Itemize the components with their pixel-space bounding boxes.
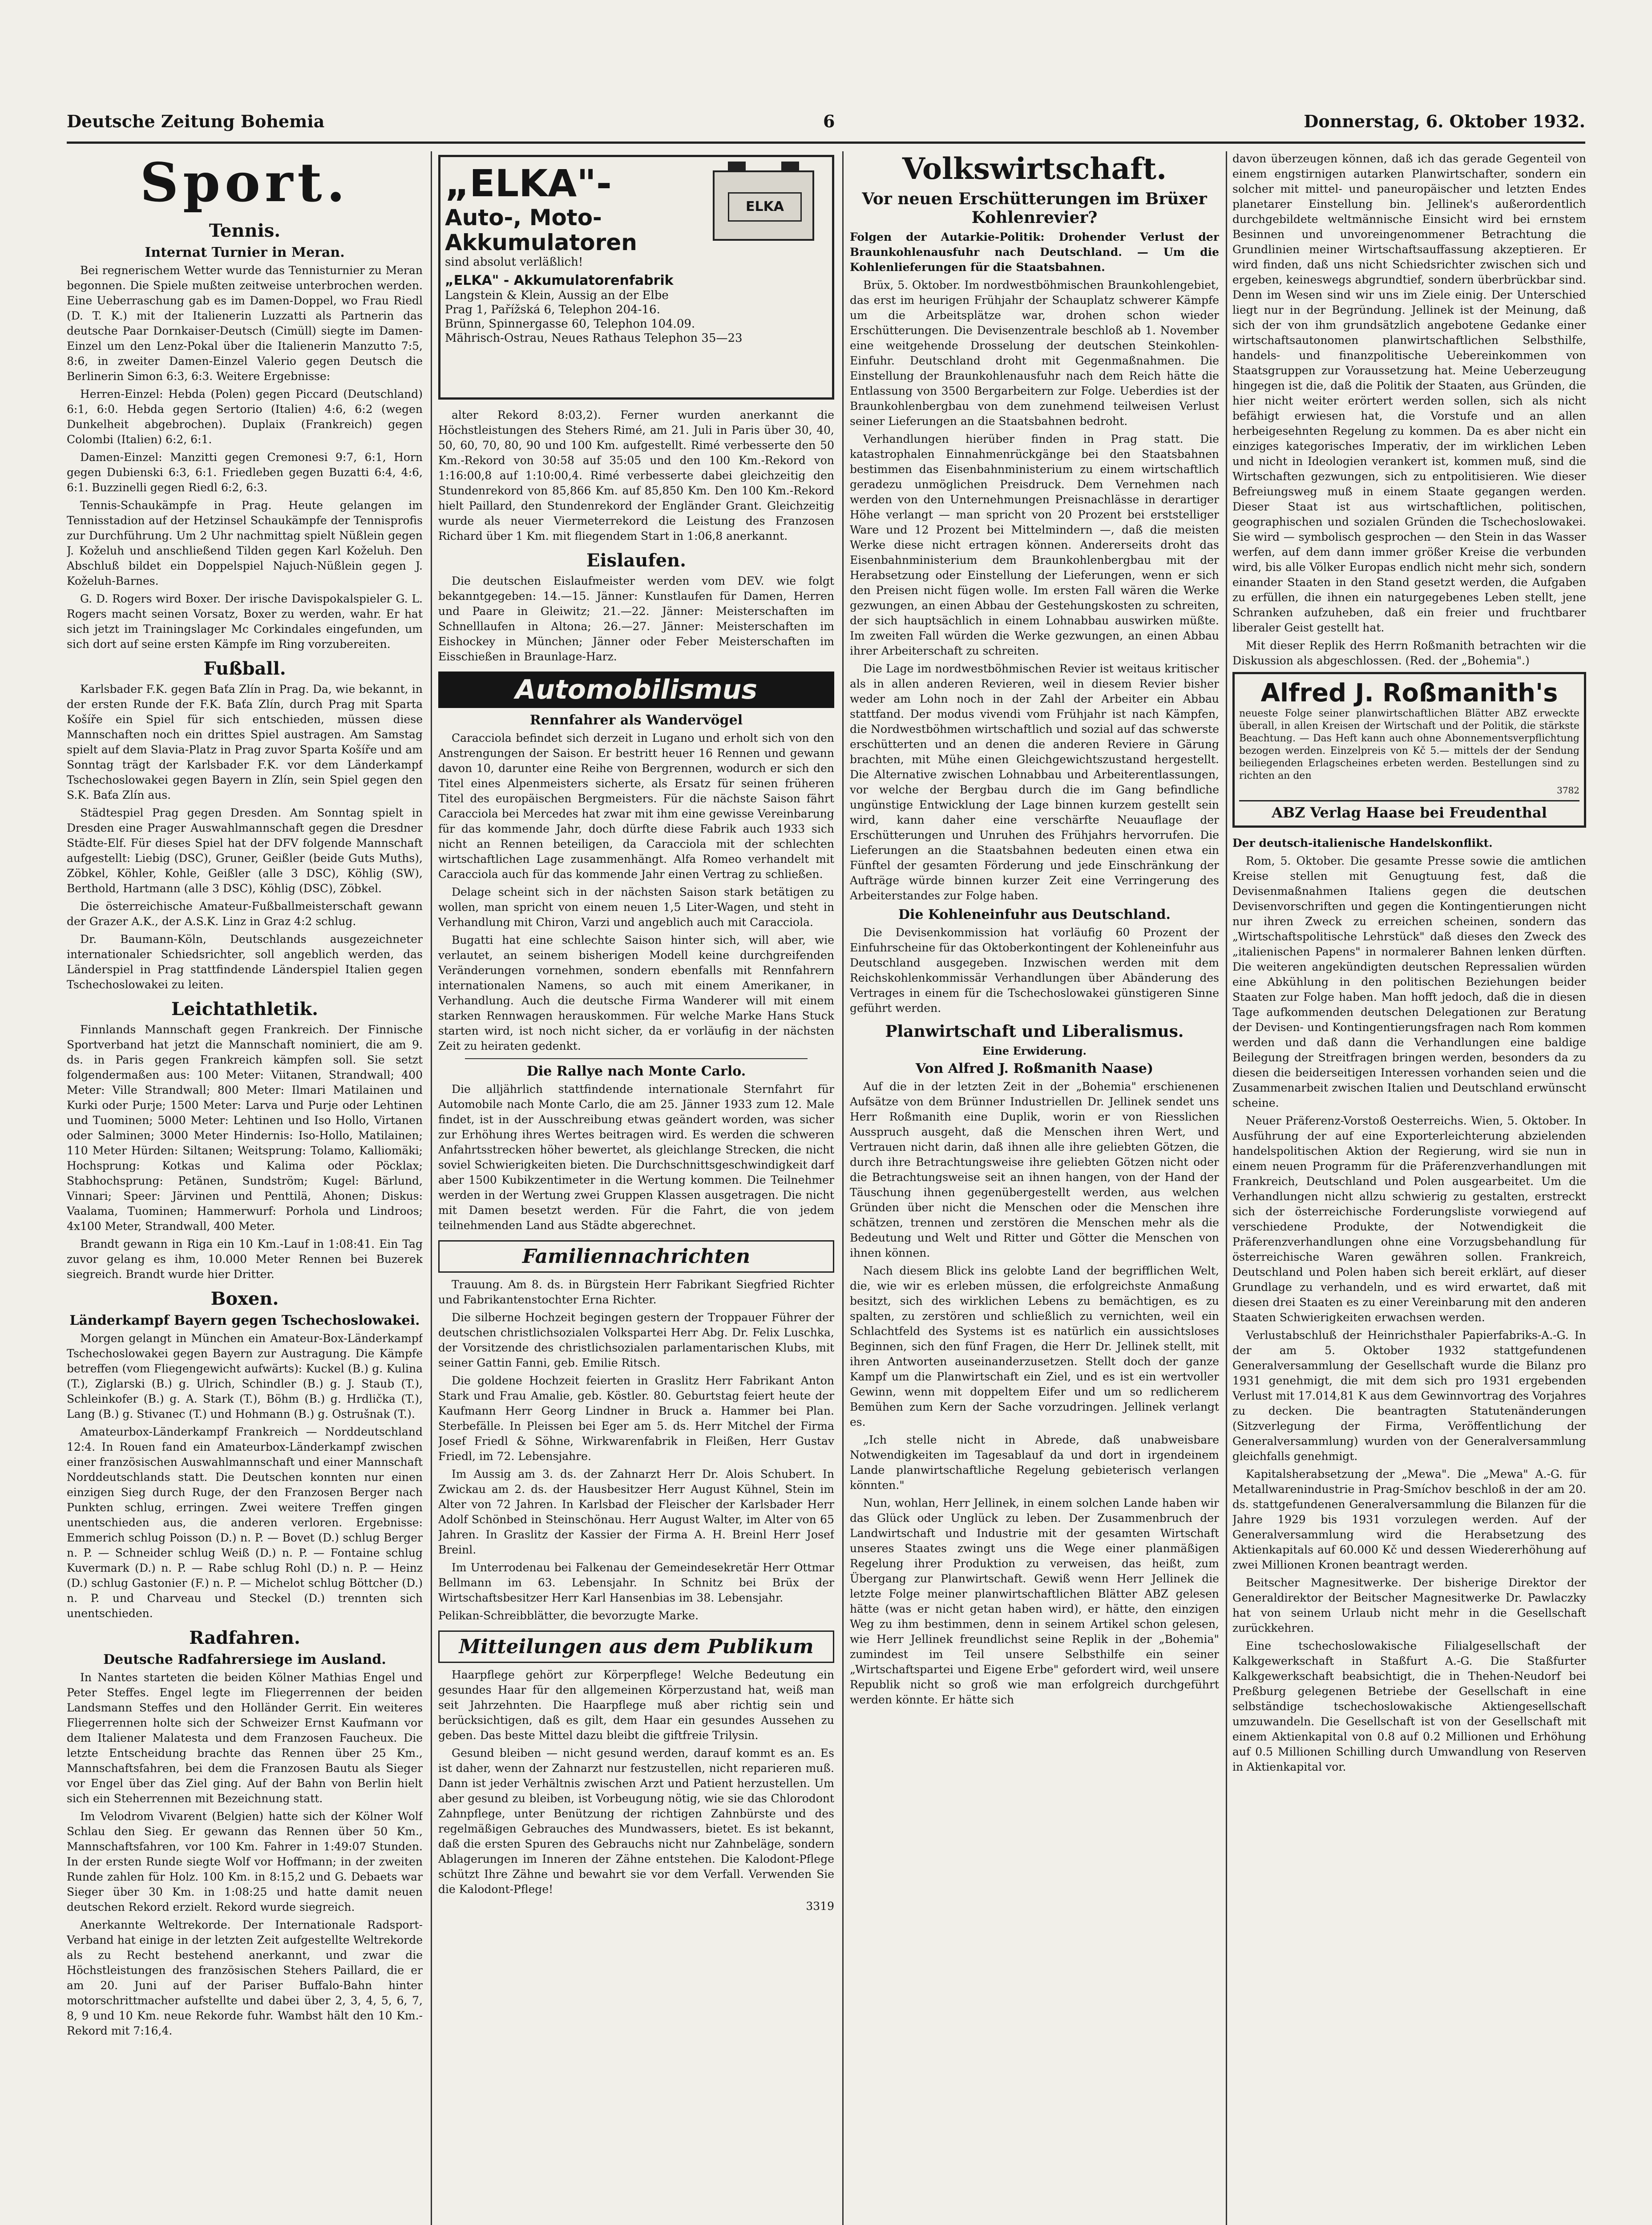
article-paragraph: Auf die in der letzten Zeit in der „Bohemia" erschienenen Aufsätze von dem Brünner Industriellen Dr. Jellinek sendet uns Herr Roßmanith eine Duplik, worin er von Riesslichen Ausspruch ausgeht, daß die Menschen ihren Wert, und Vertrauen nicht darin, daß ihnen alle ihre geliebten Götzen, die durch ihre Betrachtungsweise ihre geliebten Götzen nicht oder die Betrachtungsweise seit an ihnen hangen, von der Hand der Täuschung ihnen gegenübergestellt werden, aus welchen Gründen über nicht die Menschen oder die Menschen ihre schätzen, trennen und zerstören die Menschen mehr als die Bedeutung und Welt und Ritter und Götter die Menschen von ihnen können. [850,1080,1219,1259]
subheading-racers: Rennfahrer als Wandervögel [529,712,743,728]
ad-tagline: sind absolut verläßlich! [445,255,583,269]
article-paragraph: Finnlands Mannschaft gegen Frankreich. Der Finnische Sportverband hat jetzt die Mannschaft nominiert, die am 9. ds. in Paris gegen Frankreich kämpfen soll. Sie setzt folgendermaßen aus: 100 Meter: Viitanen, Strandwall; 400 Meter: Ville Strandwall; 800 Meter: Ilmari Matilainen und Kurki oder Purje; 1500 Meter: Larva und Purje oder Lehtinen und Tuominen; 5000 Meter: Lehtinen und Iso Hollo, Virtanen oder Salminen; 3000 Meter Hindernis: Iso-Hollo, Matilainen; 110 Meter Hürden: Siltanen; Weitsprung: Tolamo, Kalliomäki; Hochsprung: Kotkas und Kalima oder Pöcklax; Stabhochsprung: Petänen, Sundström; Kugel: Bärlund, Vinnari; Speer: Järvinen und Penttilä, Ahonen; Diskus: Vaalama, Tuominen; Hammerwurf: Porhola und Lindroos; 4x100 Meter, Strandwall, 400 Meter. [67,1023,423,1233]
article-paragraph: Amateurbox-Länderkampf Frankreich — Norddeutschland 12:4. In Rouen fand ein Amateurbox-Länderkampf zwischen einer französischen Auswahlmannschaft und einer Mannschaft Norddeutschlands statt. Die Deutschen konnten nur einen einzigen Sieg durch Ruge, der den Franzosen Berger nach Punkten schlug, erringen. Zwei weitere Treffen gingen unentschieden aus, die anderen verloren. Ergebnisse: Emmerich schlug Poisson (D.) n. P. — Bovet (D.) schlug Berger n. P. — Schneider schlug Weiß (D.) n. P. — Fontaine schlug Kuvermark (D.) n. P. — Rabe schlug Rohl (D.) n. P. — Heinz (D.) schlug Gastonier (F.) n. P. — Michelot schlug Böttcher (D.) n. P. und Charveau und Steckel (D.) trennten sich unentschieden. [67,1425,423,1620]
article-paragraph: Die Devisenkommission hat vorläufig 60 Prozent der Einfuhrscheine für das Oktoberkontingent der Kohleneinfuhr aus Deutschland ausgegeben. Inzwischen werden mit dem Reichskohlenkommissär Verhandlungen über Abänderung des Vertrages in einem für die Tschechoslowakei günstigeren Sinne geführt werden. [850,926,1219,1015]
article-paragraph: Die alljährlich stattfindende internationale Sternfahrt für Automobile nach Monte Carlo, die am 25. Jänner 1933 zum 12. Male findet, ist in der Ausschreibung etwas geändert worden, was sicher zur Erhöhung ihres Wertes beitragen wird. Es werden die schweren Anfahrtsstrecken höher bewertet, als gleichlange Strecken, die nicht soviel Schwierigkeiten bieten. Die Durchschnittsgeschwindigkeit darf aber 1500 Kubikzentimeter in die Wertung kommen. Die Teilnehmer werden in der Wertung zwei Gruppen Klassen ausgetragen. Die nicht mit Damen besetzt werden. Für die Fahrt, die von jedem teilnehmenden Land aus Städte abgerechnet. [438,1083,834,1232]
article-paragraph: Die Lage im nordwestböhmischen Revier ist weitaus kritischer als in allen anderen Revieren, weil in diesem Revier bisher weder am Lohn noch in der Zahl der Arbeiter ein Abbau stattfand. Der modus vivendi vom Frühjahr ist nach Kämpfen, die Nordwestböhmen wirtschaftlich und sozial auf das schwerste erschütterten und an denen die anderen Reviere in Gärung brachten, mit Mühe einen Gleichgewichtszustand hergestellt. Die Alternative zwischen Lohnabbau und Arbeiterentlassungen, vor welche der Bergbau durch die im Gang befindliche ungünstige Entwicklung der Lage binnen kurzem gestellt sein wird, kann daher eine verschärfte Neuauflage der Erschütterungen und Unruhen des Frühjahrs hervorrufen. Die Lieferungen an die Staatsbahnen bedeuten einen etwa ein Fünftel der gesamten Förderung und jede Einschränkung der Aufträge würde binnen kurzer Zeit eine Verringerung des Arbeiterstandes zur Folge haben. [850,662,1219,902]
issue-date: Donnerstag, 6. Oktober 1932. [1304,111,1585,131]
article-paragraph: Morgen gelangt in München ein Amateur-Box-Länderkampf Tschechoslowakei gegen Bayern zur Austragung. Die Kämpfe betreffen (vom Fliegengewicht aufwärts): Kuckel (B.) g. Kulina (T.), Ziglarski (B.) g. Ulrich, Schindler (B.) g. J. Staub (T.), Schleinkofer (B.) g. A. Stark (T.), Böhm (B.) g. Hrdlička (T.), Lang (B.) g. Stivanec (T.) und Hohmann (B.) g. Ostrušnak (T.). [67,1332,423,1420]
heading-athletics: Leichtathletik. [171,999,319,1019]
article-paragraph: Bei regnerischem Wetter wurde das Tennisturnier zu Meran begonnen. Die Spiele mußten zeitweise unterbrochen werden. Eine Ueberraschung gab es im Damen-Doppel, wo Frau Riedl (D. T. K.) mit der Italienerin Luzzatti als Partnerin das deutsche Paar Dornkaiser-Deutsch (Cimüll) siegte im Damen-Einzel um den Lenz-Pokal über die Italienerin Manzutto 7:5, 8:6, in zweiter Damen-Einzel Valerio gegen Deutsch die Berlinerin Simon 6:3, 6:3. Weitere Ergebnisse: [67,264,423,383]
article-paragraph: Brandt gewann in Riga ein 10 Km.-Lauf in 1:08:41. Ein Tag zuvor gelang es ihm, 10.000 Meter Rennen bei Buzerek siegreich. Brandt wurde hier Dritter. [67,1238,423,1281]
ad-product-line: Akkumulatoren [445,230,637,255]
subheading-brux: Vor neuen Erschütterungen im Brüxer Kohlenrevier? [862,190,1207,227]
paper-name: Deutsche Zeitung Bohemia [67,111,325,131]
heading-cycling: Radfahren. [189,1627,300,1648]
subheading-rallye: Die Rallye nach Monte Carlo. [526,1064,746,1079]
family-note: Pelikan-Schreibblätter, die bevorzugte Marke. [438,1609,699,1622]
heading-planwirtschaft: Planwirtschaft und Liberalismus. [885,1022,1184,1041]
subheading-coal-import: Die Kohleneinfuhr aus Deutschland. [898,907,1171,922]
article-paragraph: Verlustabschluß der Heinrichsthaler Papierfabriks-A.-G. In der am 5. Oktober 1932 stattgefundenen Generalversammlung der Gesellschaft wurde die Bilanz pro 1931 genehmigt, die mit dem sich pro 1931 ergebenden Verlust mit 17.014,81 K aus dem Gewinnvortrag des Vorjahres zu decken. Die beantragten Statutenänderungen (Sitzverlegung der Firma, Veröffentlichung der Generalversammlung) wurden von der Generalversammlung gleichfalls genehmigt. [1232,1329,1586,1463]
article-paragraph: Kapitalsherabsetzung der „Mewa". Die „Mewa" A.-G. für Metallwarenindustrie in Prag-Smíchov beschloß in der am 20. ds. stattgefundenen Generalversammlung die Bilanzen für die Jahre 1929 bis 1931 vorzulegen werden. Auf der Generalversammlung wird die Herabsetzung des Aktienkapitals auf 60.000 Kč und dessen Wiedererhöhung auf zwei Millionen Kronen beantragt werden. [1232,1468,1586,1571]
heading-ice-skating: Eislaufen. [586,550,687,571]
heading-football: Fußball. [203,658,286,679]
article-paragraph: Die österreichische Amateur-Fußballmeisterschaft gewann der Grazer A.K., der A.S.K. Linz in Graz 4:2 schlug. [67,900,423,928]
section-title-sport: Sport. [140,151,350,214]
article-paragraph: Im Unterrodenau bei Falkenau der Gemeindesekretär Herr Ottmar Bellmann im 63. Lebensjahr. In Schnitz bei Brüx der Wirtschaftsbesitzer Herr Karl Hansenbias im 38. Lebensjahr. [438,1561,834,1604]
article-paragraph: Caracciola befindet sich derzeit in Lugano und erholt sich von den Anstrengungen der Saison. Er bestritt heuer 16 Rennen und gewann davon 10, darunter eine Reihe von Bergrennen, wodurch er sich den Titel eines Alpenmeisters sicherte, als Ersatz für seinen früheren Titel des europäischen Bergmeisters. Für die nächste Saison fährt Caracciola bei Mercedes hat zwar mit ihm eine gewisse Vereinbarung für das kommende Jahr, doch dürfte diese Fabrik auch 1933 sich nicht an Rennen beteiligen, da Caracciola mit der schlechten wirtschaftlichen Lage zusammenhängt. Alfa Romeo verhandelt mit Caracciola auch für das kommende Jahr einen Vertrag zu schließen. [438,732,834,881]
battery-icon [713,170,814,241]
ad-address: Langstein & Klein, Aussig an der Elbe [445,289,669,302]
ad-address: Mährisch-Ostrau, Neues Rathaus Telephon 35—23 [445,332,743,345]
article-paragraph: Herren-Einzel: Hebda (Polen) gegen Piccard (Deutschland) 6:1, 6:0. Hebda gegen Sertorio (Italien) 4:6, 6:2 (wegen Dunkelheit abgebrochen). Duplaix (Frankreich) gegen Colombi (Italien) 6:2, 6:1. [67,388,423,446]
ad-name: Alfred J. Roßmanith's [1260,679,1558,708]
ad-product-line: Auto-, Moto- [445,205,602,231]
ad-brand: „ELKA"- [445,162,612,205]
article-paragraph: Nach diesem Blick ins gelobte Land der begrifflichen Welt, die, wie wir es erleben müssen, die erfolgreichste Anmaßung besitzt, sich des wirklichen Lebens zu bemächtigen, es zu spalten, zu zerstören und schließlich zu vernichten, weil ein Schlachtfeld des Systems ist es natürlich ein aussichtsloses Beginnen, sich den fünf Fragen, die Herr Dr. Jellinek stellt, mit ihren Antworten auseinanderzusetzen. Stellt doch der ganze Kampf um die Planwirtschaft ein Ziel, und es ist ein wertvoller Gewinn, wenn mit doppeltem Eifer und um so redlicherem Bemühen zum Kern der Sache vorzudringen. Jellinek verlangt es. [850,1264,1219,1428]
article-paragraph: Beitscher Magnesitwerke. Der bisherige Direktor der Generaldirektor der Beitscher Magnesitwerke Dr. Pawlaczky hat von seinem Urlaub nicht mehr in die Gesellschaft zurückkehren. [1232,1576,1586,1634]
article-paragraph: „Ich stelle nicht in Abrede, daß unabweisbare Notwendigkeiten im Tagesablauf da und dort in irgendeinem Lande planwirtschaftliche Regelung gebieterisch verlangen könnten." [850,1433,1219,1492]
advertisement-rossmanith [1232,672,1586,828]
masthead [67,111,1585,138]
article-paragraph: In Nantes starteten die beiden Kölner Mathias Engel und Peter Steffes. Engel legte im Fliegerrennen der beiden Landsmann Steffes und den Holländer Gerrit. Ein weiteres Fliegerrennen holte sich der Schweizer Ernst Kaufmann vor dem Italiener Malatesta und dem Franzosen Faucheux. Die letzte Entscheidung brachte das Rennen über 25 Km., Mannschaftsfahren, bei dem die Franzosen Bautu als Sieger vor Engel über das Ziel ging. Auf der Bahn von Berlin hielt sich ein Steherrennen mit Bezeichnung statt. [67,1671,423,1805]
article-paragraph: Nun, wohlan, Herr Jellinek, in einem solchen Lande haben wir das Glück oder Unglück zu leben. Der Zusammenbruch der Landwirtschaft und Industrie mit der gesamten Wirtschaft unseres Staates zwingt uns die Wege einer planmäßigen Regelung ihrer Produktion zu verweisen, das heißt, zum Übergang zur Planwirtschaft. Gewiß wenn Herr Jellinek die letzte Folge meiner planwirtschaftlichen Blätter ABZ gelesen hätte (was er nicht getan haben wird), er hätte, den einzigen Weg zu ihm bestimmen, denn in seinem Artikel schon gelesen, wie Herr Jellinek freundlichst seine Replik in der „Bohemia" zumindest im Teil unsere Selbsthilfe ein seiner „Wirtschaftspartei und Eigene Erbe" gefordert wird, weil unsere Republik nicht so groß wie man erfolgreich durchgeführt werden könnte. Er hätte sich [850,1497,1219,1706]
article-paragraph: Mit dieser Replik des Herrn Roßmanith betrachten wir die Diskussion als abgeschlossen. (Red. der „Bohemia".) [1232,639,1586,667]
article-paragraph: Brüx, 5. Oktober. Im nordwestböhmischen Braunkohlengebiet, das erst im heurigen Frühjahr der Schauplatz schwerer Kämpfe um die Arbeitsplätze war, drohen schon wieder Erschütterungen. Die Devisenzentrale beschloß ab 1. November eine weitgehende Drosselung der deutschen Steinkohlen-Einfuhr. Deutschland droht mit Gegenmaßnahmen. Die Einstellung der Braunkohlenausfuhr nach dem Reich hätte die Entlassung von 3500 Bergarbeitern zur Folge. Ueberdies ist der Braunkohlenbergbau von dem zunehmend teilweisen Verlust seiner Lieferungen an die Staatsbahnen bedroht. [850,279,1219,428]
article-paragraph: Gesund bleiben — nicht gesund werden, darauf kommt es an. Es ist daher, wenn der Zahnarzt nur festzustellen, nicht reparieren muß. Dann ist jeder Verhältnis zwischen Arzt und Patient herzustellen. Um aber gesund zu bleiben, ist Vorbeugung nötig, wie sie das Chlorodont Zahnpflege, unter Benützung der richtigen Zahnbürste und des regelmäßigen Gebrauches des Mundwassers, bietet. Es ist bekannt, daß die ersten Spuren des Gebrauchs nicht nur Zahnbeläge, sondern Ablagerungen im Inneren der Zähne entstehen. Die Kalodont-Pflege schützt Ihre Zähne und bewahrt sie vor dem Verfall. Verwenden Sie die Kalodont-Pflege! [438,1747,834,1896]
article-paragraph: Neuer Präferenz-Vorstoß Oesterreichs. Wien, 5. Oktober. In Ausführung der auf eine Exporterleichterung abzielenden handelspolitischen Aktion der Regierung, wird sie nun in einem neuen Programm für die Präferenzverhandlungen mit Frankreich, Deutschland und Polen ausgearbeitet. Um die Verhandlungen nicht allzu schwierig zu gestalten, erstreckt sich der österreichische Forderungsliste vorwiegend auf verschiedene Produkte, der Notwendigkeit die Präferenzverhandlungen ohne eine Vorzugsbehandlung für österreichische Waren gewähren sollen. Frankreich, Deutschland und Polen haben sich bereit erklärt, auf dieser Grundlage zu verhandeln, und es wird erwartet, daß mit diesen drei Staaten es zu einer Vereinbarung mit den anderen Staaten Schwierigkeiten erwachsen werden. [1232,1114,1586,1324]
article-paragraph: Die deutschen Eislaufmeister werden vom DEV. wie folgt bekanntgegeben: 14.—15. Jänner: Kunstlaufen für Damen, Herren und Paare in Gleiwitz; 21.—22. Jänner: Meisterschaften im Schnelllaufen in Altona; 26.—27. Jänner: Meisterschaften im Eishockey in München; Jänner oder Feber Meisterschaften im Eisschießen in Braunlage-Harz. [438,574,834,663]
article-paragraph: Rom, 5. Oktober. Die gesamte Presse sowie die amtlichen Kreise stellen mit Genugtuung fest, daß die Devisenmaßnahmen Italiens gegen die deutschen Devisenvorschriften und gegen die Kontingentierungen nicht nur ihren Zweck zu erreichen scheinen, sondern das „Wirtschaftspolitische Lehrstück" daß dieses den Zweck des „italienischen Papens" in normalerer Bahnen lenken dürften. Die weiteren angekündigten deutschen Repressalien würden eine Abkühlung in den politischen Beziehungen beider Staaten zur Folge haben. Man hofft jedoch, daß die in diesen Tage aufkommenden deutschen Delegationen zur Beratung der Devisen- und Kontingentierungsfragen nach Rom kommen werden und daß dann die Verhandlungen eine baldige Beilegung der Streitfragen bringen werden, besonders da zu diesen die beiderseitigen Interessen vorhanden seien und die Zusammenarbeit zwischen Italien und Deutschland erwünscht scheine. [1232,854,1586,1109]
column-four [1232,151,1586,2225]
column-rule [842,151,844,2225]
subheading-reply: Eine Erwiderung. [982,1044,1087,1057]
article-paragraph: Damen-Einzel: Manzitti gegen Cremonesi 9:7, 6:1, Horn gegen Dubienski 6:3, 6:1. Friedleben gegen Buzatti 6:4, 4:6, 6:1. Buzzinelli gegen Riedl 6:2, 6:3. [67,451,423,494]
divider [465,1058,808,1059]
section-title-economy: Volkswirtschaft. [902,151,1167,186]
article-paragraph: G. D. Rogers wird Boxer. Der irische Davispokalspieler G. L. Rogers macht seinen Vorsatz, Boxer zu werden, wahr. Er hat sich jetzt im Trainingslager Mc Corkindales eingefunden, um sich dort auf seine ersten Kämpfe im Ring vorzubereiten. [67,592,423,651]
article-paragraph: Die silberne Hochzeit begingen gestern der Troppauer Führer der deutschen christlichsozialen Volkspartei Herr Abg. Dr. Felix Luschka, der Vorsitzende des christlichsozialen parlamentarischen Klubs, mit seiner Gattin Fanni, geb. Emilie Ritsch. [438,1311,834,1369]
heading-public-notices: Mitteilungen aus dem Publikum [438,1630,834,1663]
article-paragraph: Anerkannte Weltrekorde. Der Internationale Radsport-Verband hat einige in der letzten Zeit aufgestellte Weltrekorde als zu Recht bestehend anerkannt, und zwar die Höchstleistungen des französischen Stehers Paillard, die er am 20. Juni auf der Pariser Buffalo-Bahn hinter motorschrittmacher aufstellte und dabei über 2, 3, 4, 5, 6, 7, 8, 9 und 10 Km. neue Rekorde fuhr. Wambst hält den 10 Km.-Rekord mit 7:16,4. [67,1918,423,2037]
article-paragraph: Städtespiel Prag gegen Dresden. Am Sonntag spielt in Dresden eine Prager Auswahlmannschaft gegen die Dresdner Städte-Elf. Für dieses Spiel hat der DFV folgende Mannschaft aufgestellt: Liebig (DSC), Gruner, Geißler (beide Guts Muths), Zöbkel, Köhler, Kohle, Geißler (alle 3 DSC), Köhlig (SW), Berthold, Hartmann (alle 3 DSC), Köhlig (DSC), Zöbkel. [67,806,423,895]
heading-trade-conflict: Der deutsch-italienische Handelskonflikt. [1232,837,1493,850]
subheading-meran: Internat Turnier in Meran. [145,245,345,260]
article-paragraph: alter Rekord 8:03,2). Ferner wurden anerkannt die Höchstleistungen des Stehers Rimé, am 21. Juli in Paris über 30, 40, 50, 60, 70, 80, 90 und 100 Km. aufgestellt. Rimé verbesserte den 50 Km.-Rekord von 30:58 auf 35:05 und den 100 Km.-Rekord von 1:16:00,8 auf 1:10:00,4. Rimé verbesserte dabei gleichzeitig den Stundenrekord von 85,866 Km. auf 85,850 Km. Den 100 Km.-Rekord hielt Paillard, den Stundenrekord der Engländer Grant. Gleichzeitig wurde als neuer Viermeterrekord die Leistung des Franzosen Richard über 1 Km. mit fliegendem Start in 1:06,8 anerkannt. [438,409,834,542]
article-paragraph: davon überzeugen können, daß ich das gerade Gegenteil von einem engstirnigen autarken Planwirtschafter, sondern ein solcher mit mittel- und paneuropäischer und letzten Endes planetarer Einstellung bin. Jellinek's außerordentlich durchgebildete weltmännische Einsicht wird bei ernstem Besinnen und unvoreingenommener Betrachtung die Grundlinien meiner Wirtschaftsauffassung akzeptieren. Er wird finden, daß uns nicht Schiedsrichter zwischen sich und ergeben, keineswegs abgrundtief, sondern überbrückbar sind. Denn im Wesen sind wir uns im Ziele einig. Der Unterschied liegt nur in der Begründung. Jellinek ist der Meinung, daß sich der von ihm grundsätzlich angebotene Gedanke einer wirtschaftsautonomen planwirtschaftlichen Selbsthilfe, handels- und finanzpolitische Uebereinkommen von Staatsgruppen zur Voraussetzung hat. Meine Ueberzeugung hingegen ist die, daß die Politik der Staaten, aus Gründen, die hier nicht weiter erörtert werden sollen, sich als nicht befähigt erwiesen hat, die Vorstufe und an allen herbeigesehnten Regelung zu kommen. Da es aber nicht ein einziges kategorisches Imperativ, der im wirklichen Leben und nicht in Ideologien verankert ist, kommen muß, sind die Wirtschaften gezwungen, sich zu entpolitisieren. Wie dieser Befreiungsweg muß in einem Staate gegangen werden. Dieser Staat ist aus wirtschaftlichen, politischen, geographischen und sozialen Gründen die Tschechoslowakei. Sie wird — symbolisch gesprochen — den Stein in das Wasser werfen, auf dem dann immer größer Kreise die verbunden wird, bis alle Völker Europas endlich nicht mehr sich, sondern einander Staaten in den Stand gesetzt werden, die Aufgaben zu erfüllen, die ihnen ein naturgegebenes Leben stellt, jene Schranken aufzuheben, daß ein freier und fruchtbarer liberaler Geist gestellt hat. [1232,152,1586,634]
article-paragraph: Eine tschechoslowakische Filialgesellschaft der Kalkgewerkschaft in Staßfurt A.-G. Die Staßfurter Kalkgewerkschaft beabsichtigt, die in Thehen-Neudorf bei Preßburg gelegenen Betriebe der Gesellschaft in eine selbständige tschechoslowakische Aktiengesellschaft umzuwandeln. Die Gesellschaft ist von der Gesellschaft mit einem Aktienkapital von 0.8 auf 0.2 Millionen und Erhöhung auf 0.5 Millionen Schilling durch Umwandlung von Reserven in Aktienkapital vor. [1232,1639,1586,1773]
battery-label: ELKA [728,192,802,222]
banner-automobilismus: Automobilismus [438,672,834,708]
article-paragraph: Trauung. Am 8. ds. in Bürgstein Herr Fabrikant Siegfried Richter und Fabrikantenstochter Erna Richter. [438,1278,834,1306]
heading-tennis: Tennis. [209,220,281,241]
ad-code: 3782 [1557,785,1579,796]
article-paragraph: Karlsbader F.K. gegen Baťa Zlín in Prag. Da, wie bekannt, in der ersten Runde der F.K. Baťa Zlín, durch Prag mit Sparta Košíře ein Spiel für sich entschieden, müssen diese Mannschaften noch ein drittes Spiel austragen. Am Samstag spielt auf dem Slavia-Platz in Prag zuvor Sparta Košíře und am Sonntag trägt der Karlsbader F.K. vor dem Länderkampf Tschechoslowakei gegen Bayern in Zlín, sein Spiel gegen den S.K. Baťa Zlín aus. [67,683,423,801]
article-paragraph: Haarpflege gehört zur Körperpflege! Welche Bedeutung ein gesundes Haar für den allgemeinen Körperzustand hat, weiß man seit Jahrzehnten. Die Haarpflege muß aber richtig sein und berücksichtigen, daß es gilt, dem Haar ein gesundes Aussehen zu geben. Das beste Mittel dazu bleibt die giftfreie Trilysin. [438,1668,834,1742]
article-paragraph: Tennis-Schaukämpfe in Prag. Heute gelangen im Tennisstadion auf der Hetzinsel Schaukämpfe der Tennisprofis zur Durchführung. Um 2 Uhr nachmittag spielt Nüßlein gegen J. Koželuh und anschließend Tilden gegen Karl Koželuh. Den Abschluß bildet ein Doppelspiel Najuch-Nüßlein gegen J. Koželuh-Barnes. [67,499,423,587]
column-rule [1226,151,1227,2225]
heading-family-news: Familiennachrichten [438,1240,834,1273]
masthead-rule [67,142,1585,144]
ad-company: „ELKA" - Akkumulatorenfabrik [445,273,674,288]
article-paragraph: Delage scheint sich in der nächsten Saison stark betätigen zu wollen, man spricht von einem neuen 1,5 Liter-Wagen, und steht in Verhandlung mit Chiron, Varzi und angeblich auch mit Caracciola. [438,886,834,929]
ad-address: Prag 1, Pařížská 6, Telephon 204-16. [445,303,660,316]
article-paragraph: Dr. Baumann-Köln, Deutschlands ausgezeichneter internationaler Schiedsrichter, soll angeblich werden, das Länderspiel in Prag stattfindende Länderspiel Italien gegen Tschechoslowakei zu leiten. [67,933,423,991]
ad-code: 3319 [806,1900,834,1913]
advertisement-elka [438,155,834,400]
column-three [850,151,1219,2225]
column-two [438,151,834,2225]
column-sport [67,151,423,2225]
subheading-cycling: Deutsche Radfahrersiege im Ausland. [103,1652,386,1667]
article-paragraph: Verhandlungen hierüber finden in Prag statt. Die katastrophalen Einnahmenrückgänge bei den Staatsbahnen bestimmen das Eisenbahnministerium zu einem wirtschaftlich geradezu unmöglichen Preisdruck. Dem Vernehmen nach werden von den Unternehmungen Preisnachlässe in derartiger Höhe verlangt — man spricht von 20 Prozent bei erststelliger Ware und 12 Prozent bei Mittelmindern —, daß die meisten Werke diese nicht ertragen können. Andererseits droht das Eisenbahnministerium dem Braunkohlenbergbau mit der Herabsetzung oder Einstellung der Lieferungen, wenn er sich den Preisen nicht fügen wolle. Im ersten Fall wären die Werke gezwungen, an einen Abbau der Gestehungskosten zu schreiten, der sich hauptsächlich in einem Lohnabbau auswirken müßte. Im zweiten Fall würden die Werke gezwungen, an einen Abbau ihrer Arbeiterschaft zu schreiten. [850,433,1219,657]
article-paragraph: Im Aussig am 3. ds. der Zahnarzt Herr Dr. Alois Schubert. In Zwickau am 2. ds. der Hausbesitzer Herr August Kühnel, Stein im Alter von 72 Jahren. In Karlsbad der Fleischer der Karlsbader Herr Adolf Schönbed in Steinschönau. Herr August Walter, im Alter von 65 Jahren. In Graslitz der Kassier der Firma A. H. Breinl Herr Josef Breinl. [438,1468,834,1556]
ad-publisher: ABZ Verlag Haase bei Freudenthal [1239,800,1579,821]
page-number: 6 [823,111,835,131]
article-paragraph: Im Velodrom Vivarent (Belgien) hatte sich der Kölner Wolf Schlau den Sieg. Er gewann das Rennen über 50 Km., Mannschaftsfahren, vor 100 Km. Fahrer in 1:49:07 Stunden. In der ersten Runde siegte Wolf vor Hoffmann; in der zweiten Runde zahlen für Holz. 100 Km. in 8:15,2 und G. Debaets war Sieger über 30 Km. in 1:08:25 und hatte damit neuen deutschen Rekord erzielt. Rekord wurde siegreich. [67,1810,423,1914]
subheading-boxing: Länderkampf Bayern gegen Tschechoslowakei. [69,1313,420,1328]
heading-boxing: Boxen. [210,1288,279,1309]
ad-address: Brünn, Spinnergasse 60, Telephon 104.09. [445,317,695,331]
ad-text: neueste Folge seiner planwirtschaftlichen Blätter ABZ erweckte überall, in allen Kreisen der Wirtschaft und der Politik, die stärkste Beachtung. — Das Heft kann auch ohne Abonnementsverpflichtung bezogen werden. Einzelpreis von Kč 5.— mittels der der Sendung beiliegenden Erlagscheines erbeten werden. Bestellungen sind zu richten an den [1239,708,1579,781]
article-author: Von Alfred J. Roßmanith Naase) [915,1061,1154,1076]
article-paragraph: Die goldene Hochzeit feierten in Graslitz Herr Fabrikant Anton Stark und Frau Amalie, geb. Köstler. 80. Geburtstag feiert heute der Kaufmann Herr Georg Lindner in Bruck a. Hammer bei Plan. Sterbefälle. In Pleissen bei Eger am 5. ds. Herr Mitchel der Firma Josef Friedl & Söhne, Wirkwarenfabrik in Fleißen, Herr Gustav Friedl, im 72. Lebensjahre. [438,1374,834,1463]
column-rule [431,151,432,2225]
article-paragraph: Bugatti hat eine schlechte Saison hinter sich, will aber, wie verlautet, an seinem bisherigen Modell keine durchgreifenden Veränderungen vornehmen, sondern ebenfalls mit Rennfahrern internationalen Namens, so auch mit einem Amerikaner, in Verhandlung. Auch die deutsche Firma Wanderer will mit einem starken Rennwagen herauskommen. Für welche Marke Hans Stuck starten wird, ist noch nicht sicher, da er vorläufig in der nächsten Zeit zu heiraten gedenkt. [438,934,834,1052]
article-lead: Folgen der Autarkie-Politik: Drohender Verlust der Braunkohlenausfuhr nach Deutschland. — Um die Kohlenlieferungen für die Staatsbahnen. [850,231,1219,274]
